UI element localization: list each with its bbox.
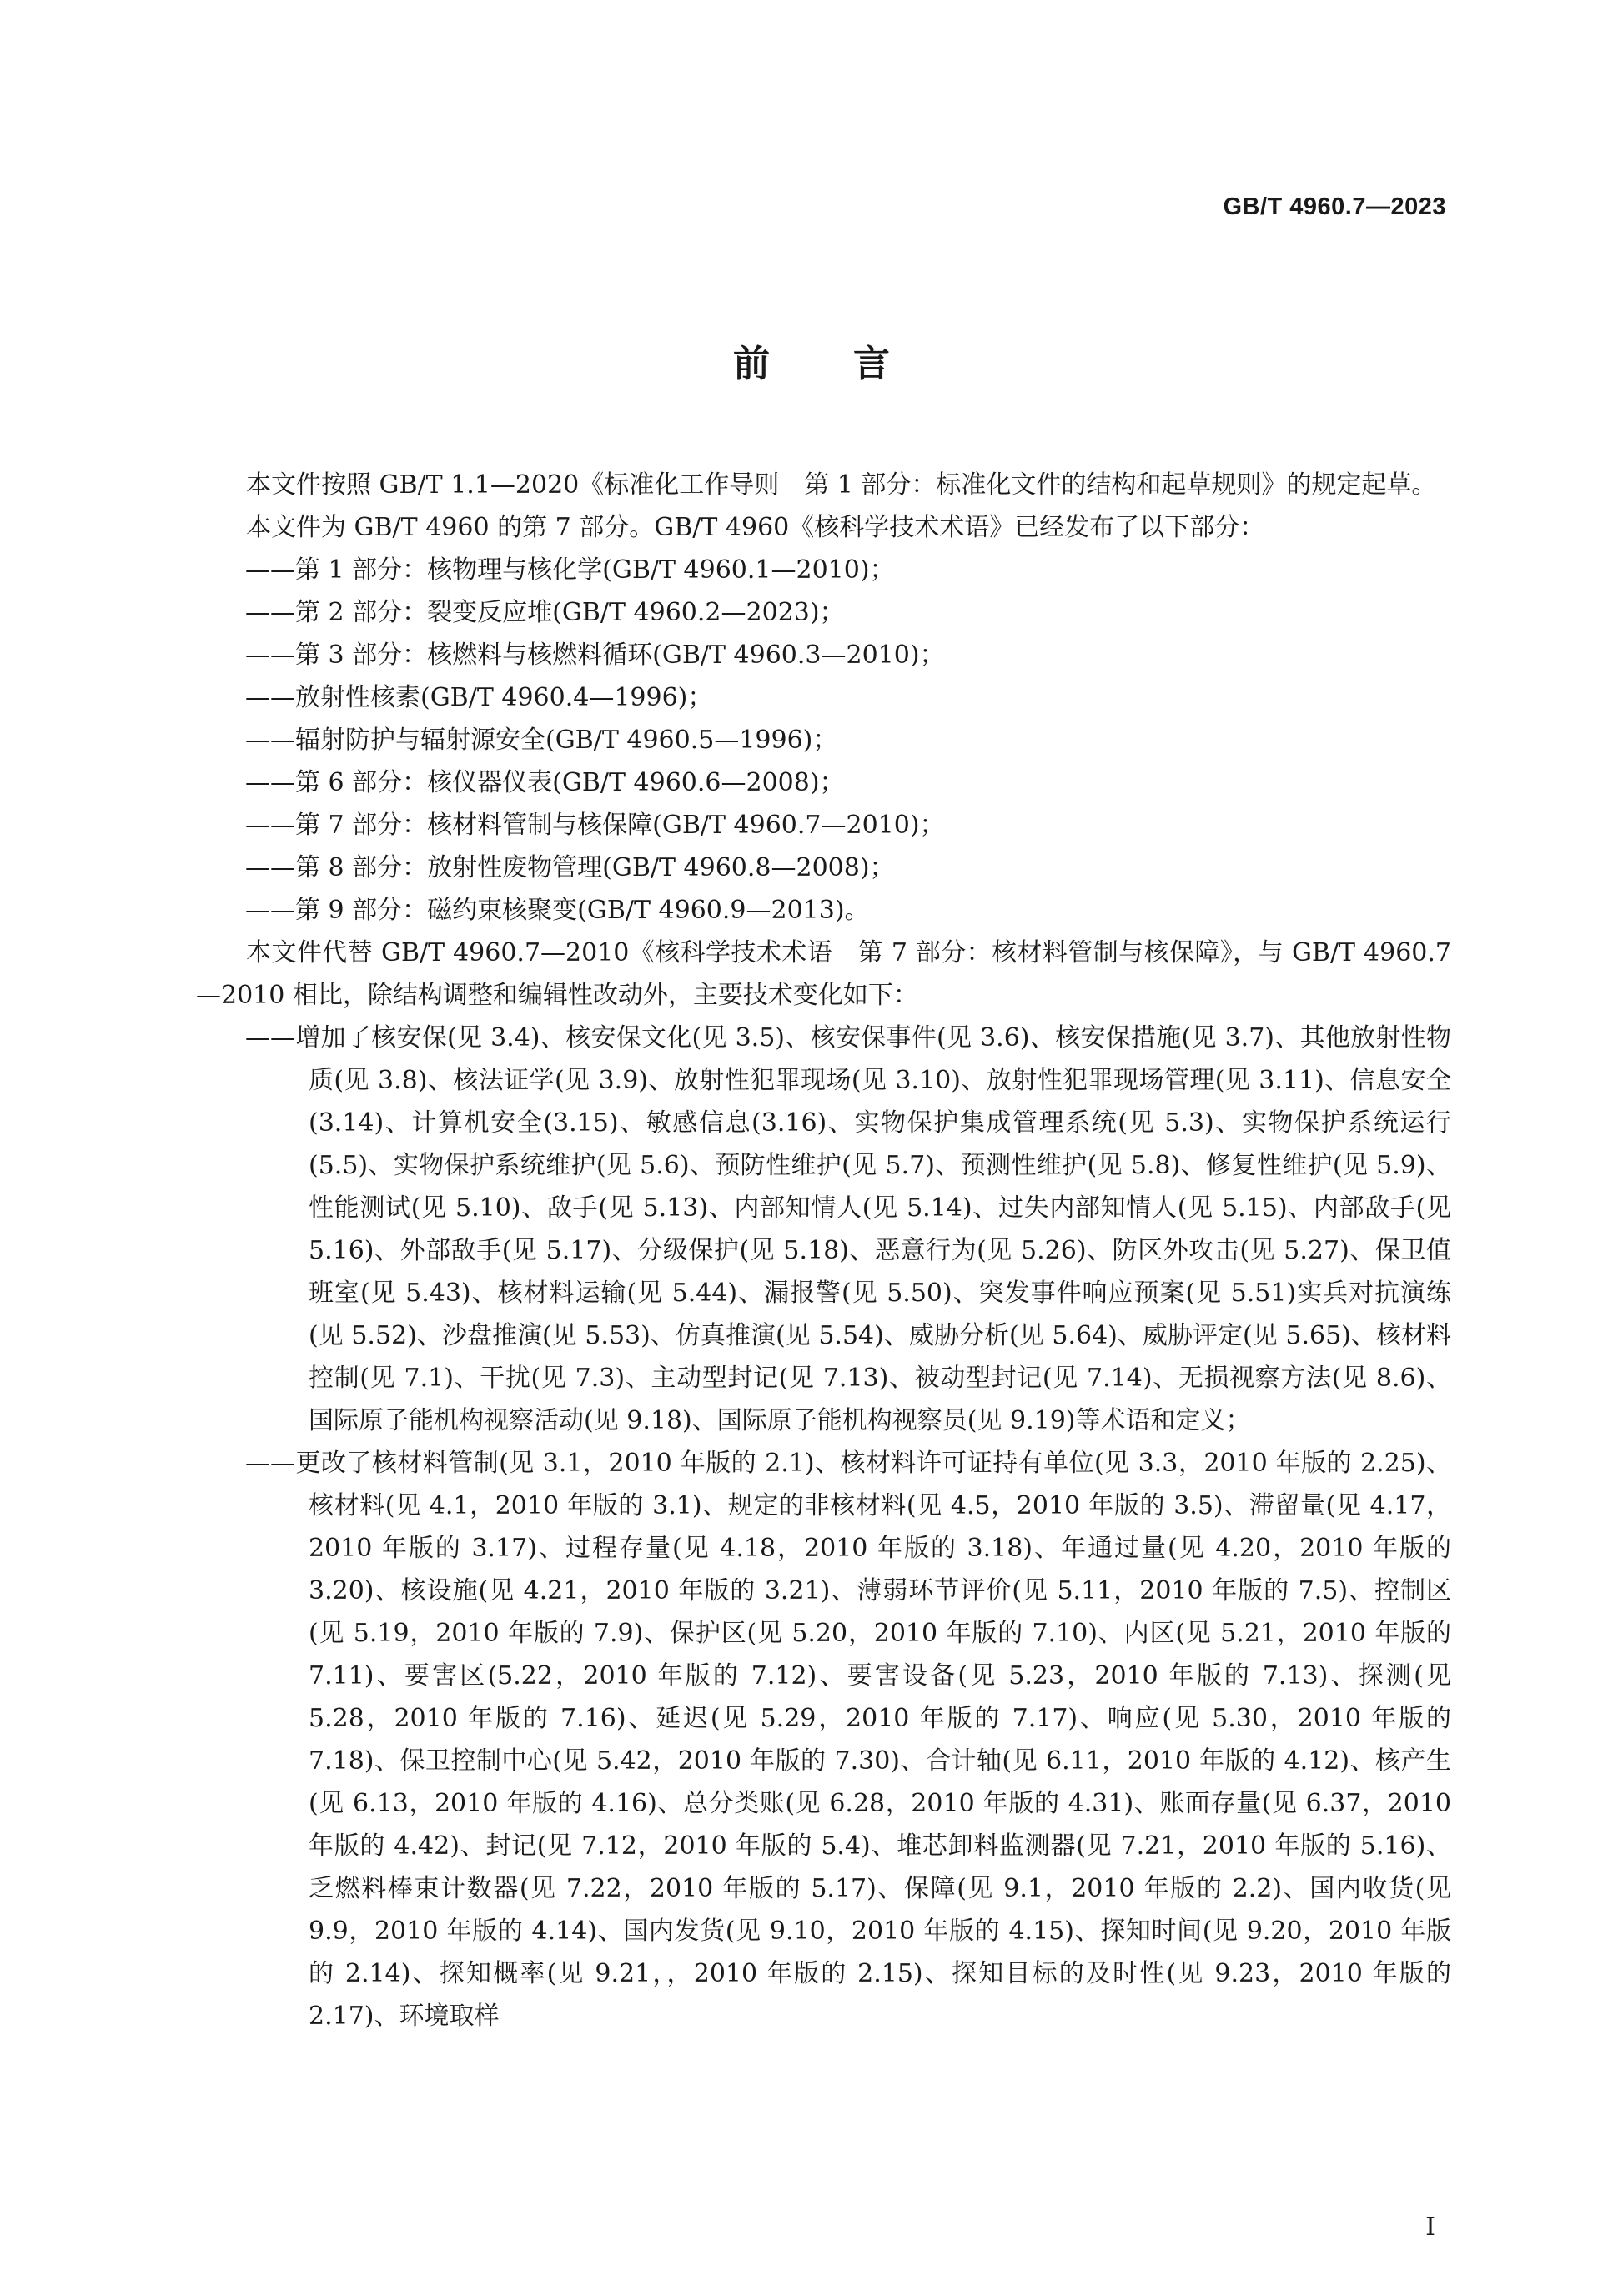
parts-list [196, 549, 1451, 932]
changes-list [196, 1017, 1451, 2037]
part-list-item: ——第 6 部分：核仪器仪表(GB/T 4960.6—2008)； [245, 768, 845, 797]
part-list-item: ——放射性核素(GB/T 4960.4—1996)； [245, 683, 713, 712]
page-number: I [1425, 2213, 1435, 2242]
part-list-item: ——第 2 部分：裂变反应堆(GB/T 4960.2—2023)； [245, 598, 845, 627]
preface-body [196, 464, 1451, 2037]
part-list-item: ——辐射防护与辐射源安全(GB/T 4960.5—1996)； [245, 726, 838, 755]
part-list-item: ——第 8 部分：放射性废物管理(GB/T 4960.8—2008)； [245, 853, 895, 882]
page-title: 前言 [733, 343, 973, 385]
part-list-item: ——第 3 部分：核燃料与核燃料循环(GB/T 4960.3—2010)； [245, 641, 945, 670]
replacement-paragraph: 本文件代替 GB/T 4960.7—2010《核科学技术术语 第 7 部分：核材料管制与核保障》，与 GB/T 4960.7—2010 相比，除结构调整和编辑性改动外，主要技术变化如下： [196, 938, 1451, 1010]
standard-number: GB/T 4960.7—2023 [1223, 193, 1446, 220]
series-intro-paragraph: 本文件为 GB/T 4960 的第 7 部分。GB/T 4960《核科学技术术语》已经发布了以下部分： [246, 513, 1265, 542]
part-list-item: ——第 9 部分：磁约束核聚变(GB/T 4960.9—2013)。 [245, 896, 870, 925]
drafting-basis-paragraph: 本文件按照 GB/T 1.1—2020《标准化工作导则 第 1 部分：标准化文件的结构和起草规则》的规定起草。 [246, 470, 1437, 500]
part-list-item: ——第 7 部分：核材料管制与核保障(GB/T 4960.7—2010)； [245, 811, 945, 840]
change-list-item-added: ——增加了核安保(见 3.4)、核安保文化(见 3.5)、核安保事件(见 3.6)、核安保措施(见 3.7)、其他放射性物质(见 3.8)、核法证学(见 3.9)、放射性犯罪现场(见 3.10)、放射性犯罪现场管理(见 3.11)、信息安全(3.14)、计算机安全(3.15)、敏感信息(3.16)、实物保护集成管理系统(见 5.3)、实物保护系统运行(5.5)、实物保护系统维护(见 5.6)、预防性维护(见 5.7)、预测性维护(见 5.8)、修复性维护(见 5.9)、性能测试(见 5.10)、敌手(见 5.13)、内部知情人(见 5.14)、过失内部知情人(见 5.15)、内部敌手(见 5.16)、外部敌手(见 5.17)、分级保护(见 5.18)、恶意行为(见 5.26)、防区外攻击(见 5.27)、保卫值班室(见 5.43)、核材料运输(见 5.44)、漏报警(见 5.50)、突发事件响应预案(见 5.51)实兵对抗演练(见 5.52)、沙盘推演(见 5.53)、仿真推演(见 5.54)、威胁分析(见 5.64)、威胁评定(见 5.65)、核材料控制(见 7.1)、干扰(见 7.3)、主动型封记(见 7.13)、被动型封记(见 7.14)、无损视察方法(见 8.6)、国际原子能机构视察活动(见 9.18)、国际原子能机构视察员(见 9.19)等术语和定义； [245, 1023, 1451, 1435]
change-list-item-modified: ——更改了核材料管制(见 3.1，2010 年版的 2.1)、核材料许可证持有单位(见 3.3，2010 年版的 2.25)、核材料(见 4.1，2010 年版的 3.1)、规定的非核材料(见 4.5，2010 年版的 3.5)、滞留量(见 4.17，2010 年版的 3.17)、过程存量(见 4.18，2010 年版的 3.18)、年通过量(见 4.20，2010 年版的 3.20)、核设施(见 4.21，2010 年版的 3.21)、薄弱环节评价(见 5.11，2010 年版的 7.5)、控制区(见 5.19，2010 年版的 7.9)、保护区(见 5.20，2010 年版的 7.10)、内区(见 5.21，2010 年版的 7.11)、要害区(5.22，2010 年版的 7.12)、要害设备(见 5.23，2010 年版的 7.13)、探测(见 5.28，2010 年版的 7.16)、延迟(见 5.29，2010 年版的 7.17)、响应(见 5.30，2010 年版的 7.18)、保卫控制中心(见 5.42，2010 年版的 7.30)、合计轴(见 6.11，2010 年版的 4.12)、核产生(见 6.13，2010 年版的 4.16)、总分类账(见 6.28，2010 年版的 4.31)、账面存量(见 6.37，2010 年版的 4.42)、封记(见 7.12，2010 年版的 5.4)、堆芯卸料监测器(见 7.21，2010 年版的 5.16)、乏燃料棒束计数器(见 7.22，2010 年版的 5.17)、保障(见 9.1，2010 年版的 2.2)、国内收货(见 9.9，2010 年版的 4.14)、国内发货(见 9.10，2010 年版的 4.15)、探知时间(见 9.20，2010 年版的 2.14)、探知概率(见 9.21，，2010 年版的 2.15)、探知目标的及时性(见 9.23，2010 年版的 2.17)、环境取样 [245, 1449, 1451, 2031]
part-list-item: ——第 1 部分：核物理与核化学(GB/T 4960.1—2010)； [245, 555, 895, 585]
